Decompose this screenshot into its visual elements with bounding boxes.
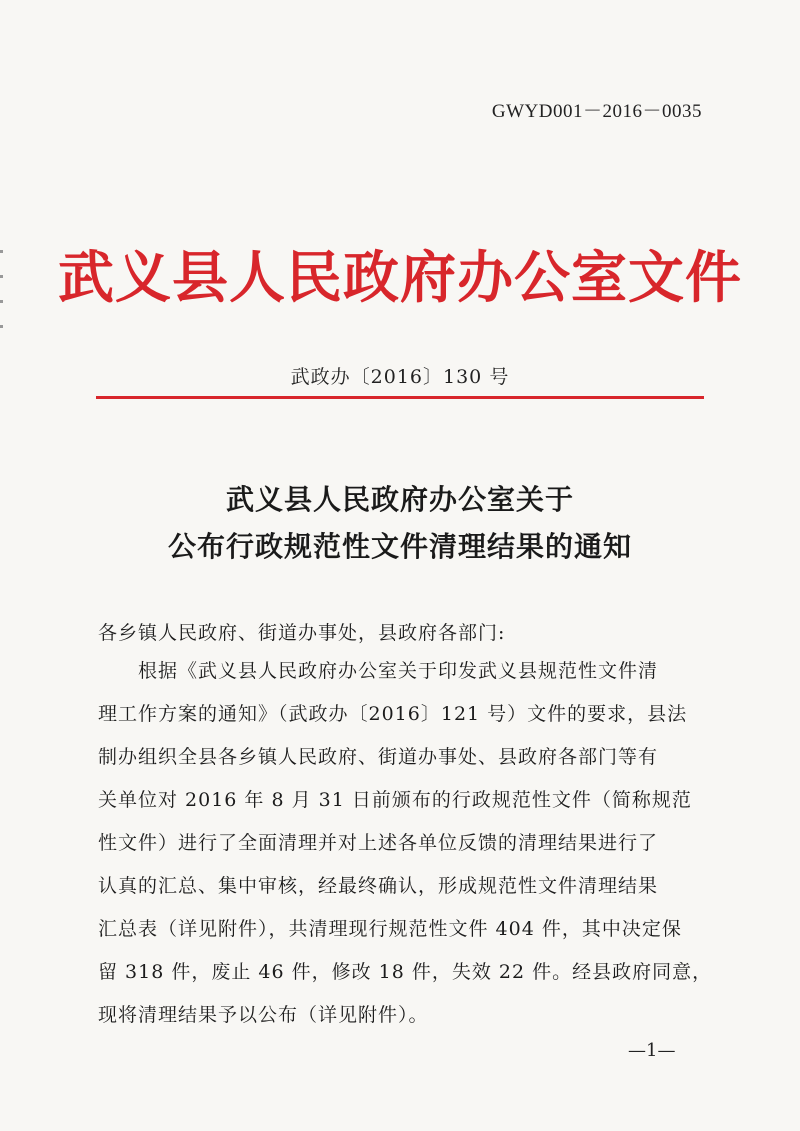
body-line: 关单位对 2016 年 8 月 31 日前颁布的行政规范性文件（简称规范 [98, 789, 692, 811]
body-line: 现将清理结果予以公布（详见附件）。 [98, 1004, 429, 1026]
body-line: 性文件）进行了全面清理并对上述各单位反馈的清理结果进行了 [98, 832, 659, 854]
body-line: 留 318 件，废止 46 件，修改 18 件，失效 22 件。经县政府同意， [98, 961, 713, 983]
notice-title-line-1: 武义县人民政府办公室关于 [225, 483, 574, 516]
document-number: 武政办〔2016〕130 号 [290, 366, 510, 388]
binding-marks [0, 250, 4, 370]
issuing-authority-header: 武义县人民政府办公室文件 [58, 246, 742, 311]
document-code: GWYD001－2016－0035 [491, 101, 702, 122]
salutation: 各乡镇人民政府、街道办事处，县政府各部门: [98, 622, 506, 644]
page-number: —1— [628, 1040, 676, 1061]
body-line: 根据《武义县人民政府办公室关于印发武义县规范性文件清 [98, 660, 659, 682]
body-line: 认真的汇总、集中审核，经最终确认，形成规范性文件清理结果 [98, 875, 659, 897]
body-line: 汇总表（详见附件），共清理现行规范性文件 404 件，其中决定保 [98, 918, 682, 940]
body-line: 理工作方案的通知》（武政办〔2016〕121 号）文件的要求，县法 [98, 703, 688, 725]
red-separator-line [96, 396, 704, 399]
notice-title-line-2: 公布行政规范性文件清理结果的通知 [167, 530, 632, 563]
body-line: 制办组织全县各乡镇人民政府、街道办事处、县政府各部门等有 [98, 746, 659, 768]
